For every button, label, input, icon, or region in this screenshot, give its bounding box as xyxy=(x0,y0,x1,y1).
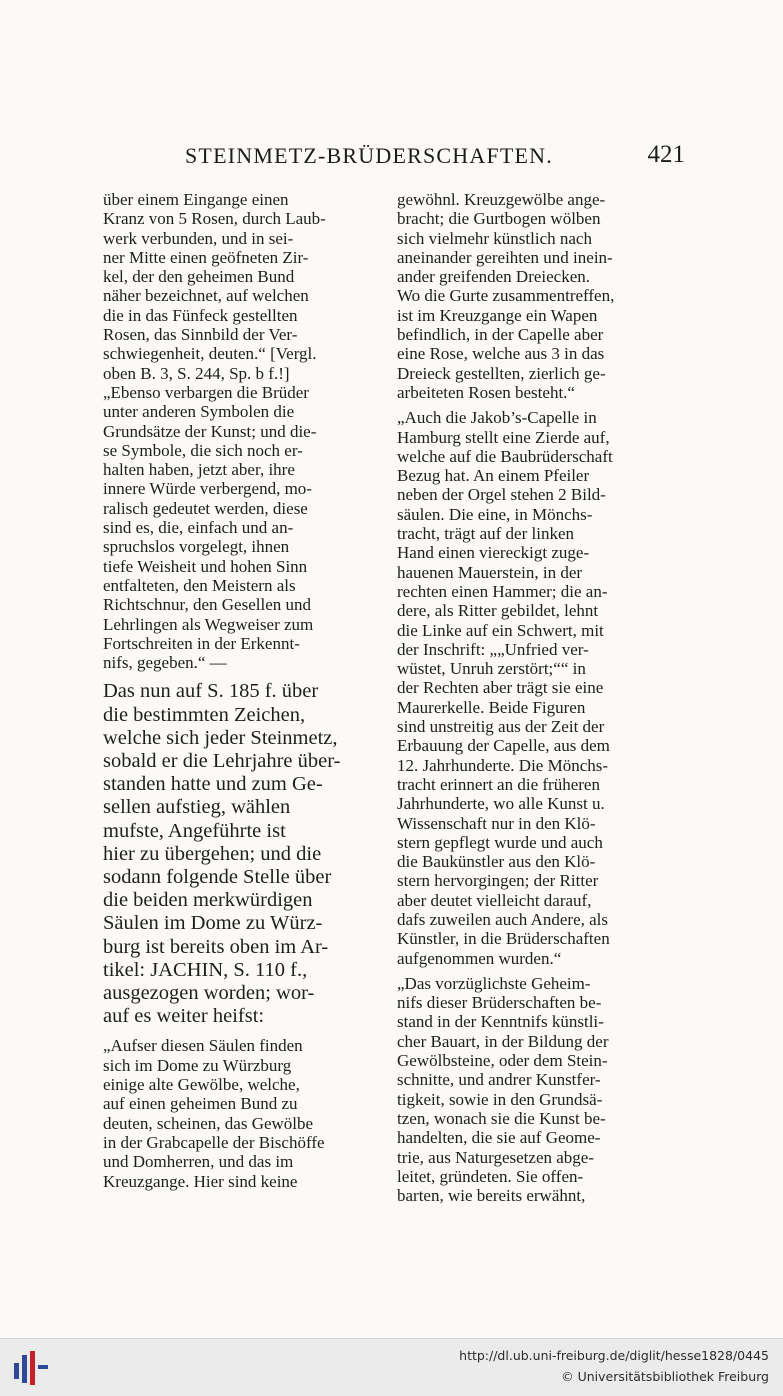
text-line: die in das Fünfeck gestellten xyxy=(103,305,298,325)
text-line: in der Grabcapelle der Bischöffe xyxy=(103,1132,325,1152)
text-line: dafs zuweilen auch Andere, als xyxy=(397,909,608,929)
text-line: ander greifenden Dreiecken. xyxy=(397,267,591,287)
text-line: standen hatte und zum Ge- xyxy=(103,773,323,796)
text-line: befindlich, in der Capelle aber xyxy=(397,325,604,345)
text-line: Wo die Gurte zusammentreffen, xyxy=(397,286,615,306)
left-paragraph-3 xyxy=(103,1036,381,1190)
text-line: wüstet, Unruh zerstört;““ in xyxy=(397,659,586,679)
text-line: halten haben, jetzt aber, ihre xyxy=(103,460,295,480)
text-line: entfalteten, den Meistern als xyxy=(103,575,296,595)
text-line: sind unstreitig aus der Zeit der xyxy=(397,717,605,737)
text-line: trie, aus Naturgesetzen abge- xyxy=(397,1147,594,1167)
right-column xyxy=(397,190,683,1205)
text-line: Grundsätze der Kunst; und die- xyxy=(103,421,317,441)
text-line: dere, als Ritter gebildet, lehnt xyxy=(397,601,599,621)
text-line: unter anderen Symbolen die xyxy=(103,402,295,422)
text-line: ner Mitte einen geöfneten Zir- xyxy=(103,247,309,267)
text-line: tzen, wonach sie die Kunst be- xyxy=(397,1108,606,1128)
text-line: die Baukünstler aus den Klö- xyxy=(397,852,596,872)
text-line: auf es weiter heifst: xyxy=(103,1005,265,1028)
text-line: welche sich jeder Steinmetz, xyxy=(103,726,338,749)
right-paragraph-3 xyxy=(397,974,683,1206)
text-line: Bezug hat. An einem Pfeiler xyxy=(397,466,590,486)
text-line: burg ist bereits oben im Ar- xyxy=(103,935,329,958)
text-line: sodann folgende Stelle über xyxy=(103,866,332,889)
text-line: „Auch die Jakob’s-Capelle in xyxy=(397,408,597,428)
text-line: eine Rose, welche aus 3 in das xyxy=(397,344,605,364)
text-line: Das nun auf S. 185 f. über xyxy=(103,680,319,703)
text-line: se Symbole, die sich noch er- xyxy=(103,440,303,460)
copyright-notice: © Universitätsbibliothek Freiburg xyxy=(561,1369,769,1384)
text-line: sich im Dome zu Würzburg xyxy=(103,1055,292,1075)
text-line: neben der Orgel stehen 2 Bild- xyxy=(397,485,606,505)
text-line: nifs dieser Brüderschaften be- xyxy=(397,993,602,1013)
text-line: stern gepflegt wurde und auch xyxy=(397,832,603,852)
left-paragraph-2 xyxy=(103,680,381,1028)
text-line: innere Würde verbergend, mo- xyxy=(103,479,312,499)
text-line: deuten, scheinen, das Gewölbe xyxy=(103,1113,314,1133)
text-line: schnitte, und andrer Kunstfer- xyxy=(397,1070,601,1090)
text-line: der Rechten aber trägt sie eine xyxy=(397,678,604,698)
text-line: der Inschrift: „„Unfried ver- xyxy=(397,639,589,659)
text-line: hier zu übergehen; und die xyxy=(103,842,322,865)
text-line: Kranz von 5 Rosen, durch Laub- xyxy=(103,209,326,229)
text-line: tigkeit, sowie in den Grundsä- xyxy=(397,1089,603,1109)
text-line: einige alte Gewölbe, welche, xyxy=(103,1075,300,1095)
text-line: hauenen Mauerstein, in der xyxy=(397,562,583,582)
text-line: Lehrlingen als Wegweiser zum xyxy=(103,614,314,634)
text-line: aneinander gereihten und inein- xyxy=(397,247,613,267)
text-line: „Das vorzüglichste Geheim- xyxy=(397,973,591,993)
text-line: barten, wie bereits erwähnt, xyxy=(397,1186,586,1206)
text-line: mufste, Angeführte ist xyxy=(103,819,286,842)
text-line: leitet, gründeten. Sie offen- xyxy=(397,1166,584,1186)
text-line: die Linke auf ein Schwert, mit xyxy=(397,620,604,640)
page-number: 421 xyxy=(647,141,685,168)
text-line: aber deutet vielleicht darauf, xyxy=(397,890,592,910)
text-line: ralisch gedeutet werden, diese xyxy=(103,498,308,518)
text-line: oben B. 3, S. 244, Sp. b f.!] xyxy=(103,363,290,383)
text-line: werk verbunden, und in sei- xyxy=(103,228,294,248)
left-column xyxy=(103,190,381,1191)
text-line: auf einen geheimen Bund zu xyxy=(103,1094,298,1114)
permalink-url[interactable]: http://dl.ub.uni-freiburg.de/diglit/hesse1828/0445 xyxy=(459,1348,769,1363)
text-line: Rosen, das Sinnbild der Ver- xyxy=(103,325,298,345)
text-line: kel, der den geheimen Bund xyxy=(103,267,295,287)
text-line: tracht, trägt auf der linken xyxy=(397,524,575,544)
text-line: Richtschnur, den Gesellen und xyxy=(103,595,311,615)
text-line: Wissenschaft nur in den Klö- xyxy=(397,813,596,833)
text-line: Hamburg stellt eine Zierde auf, xyxy=(397,427,610,447)
text-line: über einem Eingange einen xyxy=(103,190,289,209)
text-line: Erbauung der Capelle, aus dem xyxy=(397,736,610,756)
text-line: die bestimmten Zeichen, xyxy=(103,703,306,726)
left-paragraph-1 xyxy=(103,190,381,672)
text-line: sich vielmehr künstlich nach xyxy=(397,228,592,248)
text-line: handelten, die sie auf Geome- xyxy=(397,1128,601,1148)
right-paragraph-1 xyxy=(397,190,683,402)
text-line: stand in der Kenntnifs künstli- xyxy=(397,1012,604,1032)
text-line: cher Bauart, in der Bildung der xyxy=(397,1031,609,1051)
text-line: arbeiteten Rosen besteht.“ xyxy=(397,382,575,402)
text-line: Maurerkelle. Beide Figuren xyxy=(397,697,586,717)
text-line: „Aufser diesen Säulen finden xyxy=(103,1036,303,1056)
text-line: säulen. Die eine, in Mönchs- xyxy=(397,504,593,524)
text-line: Gewölbsteine, oder dem Stein- xyxy=(397,1051,608,1071)
text-line: sind es, die, einfach und an- xyxy=(103,518,294,538)
text-line: Künstler, in die Brüderschaften xyxy=(397,929,610,949)
text-line: tracht erinnert an die früheren xyxy=(397,774,600,794)
text-line: Hand einen viereckigt zuge- xyxy=(397,543,590,563)
text-line: „Ebenso verbargen die Brüder xyxy=(103,382,309,402)
text-line: bracht; die Gurtbogen wölben xyxy=(397,209,601,229)
text-line: sobald er die Lehrjahre über- xyxy=(103,750,341,773)
right-paragraph-2 xyxy=(397,408,683,968)
text-line: rechten einen Hammer; die an- xyxy=(397,581,608,601)
ub-freiburg-logo-icon xyxy=(14,1351,48,1385)
text-line: 12. Jahrhunderte. Die Mönchs- xyxy=(397,755,609,775)
text-line: und Domherren, und das im xyxy=(103,1152,294,1172)
text-line: Kreuzgange. Hier sind keine xyxy=(103,1171,298,1191)
page-header xyxy=(185,143,685,177)
text-line: ist im Kreuzgange ein Wapen xyxy=(397,305,598,325)
viewer-footer xyxy=(0,1338,783,1396)
text-line: Säulen im Dome zu Würz- xyxy=(103,912,323,935)
text-line: nifs, gegeben.“ — xyxy=(103,653,227,673)
text-line: ausgezogen worden; wor- xyxy=(103,982,315,1005)
text-line: die beiden merkwürdigen xyxy=(103,889,313,912)
text-line: gewöhnl. Kreuzgewölbe ange- xyxy=(397,190,606,209)
text-line: stern hervorgingen; der Ritter xyxy=(397,871,599,891)
text-line: näher bezeichnet, auf welchen xyxy=(103,286,309,306)
running-title: STEINMETZ-BRÜDERSCHAFTEN. xyxy=(185,143,553,168)
text-line: welche auf die Baubrüderschaft xyxy=(397,446,613,466)
text-line: spruchslos vorgelegt, ihnen xyxy=(103,537,290,557)
text-line: aufgenommen wurden.“ xyxy=(397,948,562,968)
text-line: Dreieck gestellten, zierlich ge- xyxy=(397,363,606,383)
text-line: tikel: JACHIN, S. 110 f., xyxy=(103,958,308,981)
text-line: Jahrhunderte, wo alle Kunst u. xyxy=(397,794,605,814)
text-line: schwiegenheit, deuten.“ [Vergl. xyxy=(103,344,317,364)
text-line: sellen aufstieg, wählen xyxy=(103,796,291,819)
text-line: tiefe Weisheit und hohen Sinn xyxy=(103,556,308,576)
text-line: Fortschreiten in der Erkennt- xyxy=(103,633,300,653)
